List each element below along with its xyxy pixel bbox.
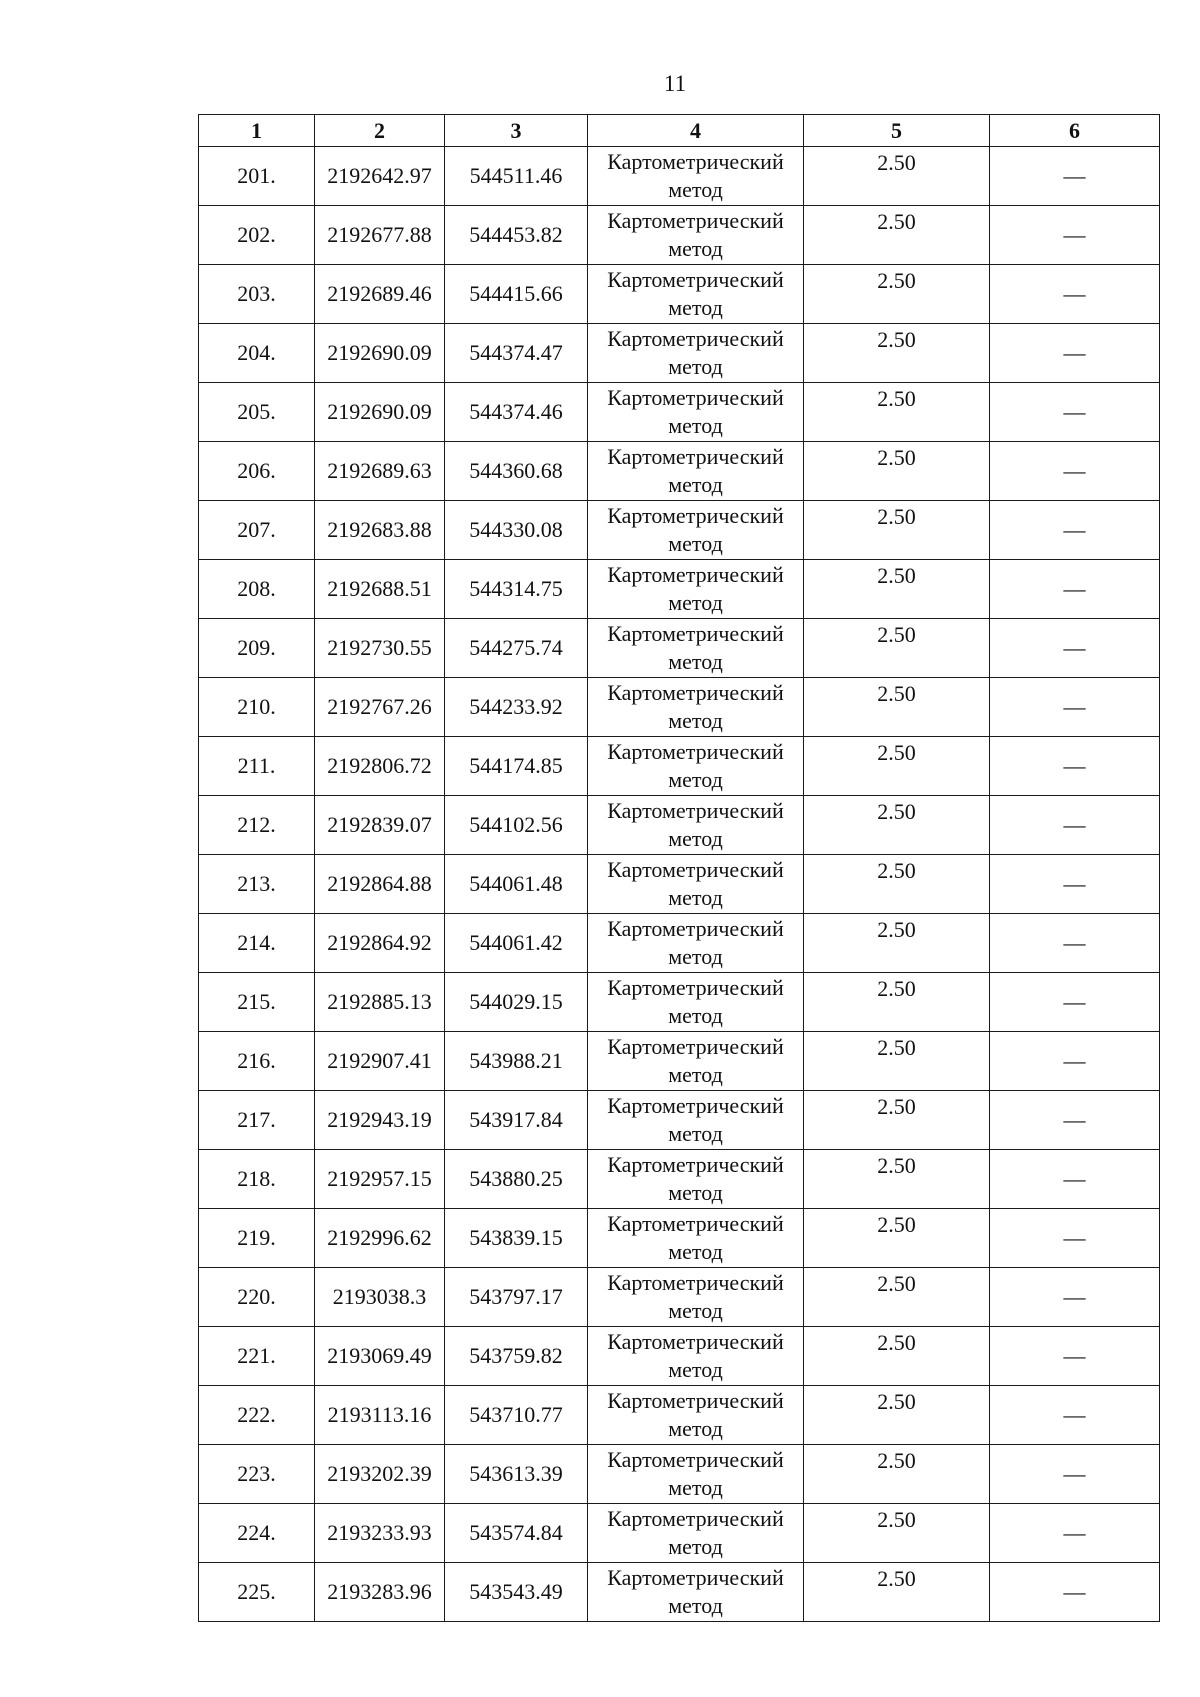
table-row bbox=[199, 383, 1160, 442]
x-coordinate-cell: 2192996.62 bbox=[315, 1209, 445, 1268]
table-row bbox=[199, 1445, 1160, 1504]
precision-cell: 2.50 bbox=[804, 855, 990, 914]
x-coordinate-cell: 2192690.09 bbox=[315, 383, 445, 442]
table-row bbox=[199, 914, 1160, 973]
x-coordinate-cell: 2192864.92 bbox=[315, 914, 445, 973]
precision-cell: 2.50 bbox=[804, 1327, 990, 1386]
method-line-1: Картометрический bbox=[607, 621, 784, 646]
y-coordinate-cell: 543543.49 bbox=[445, 1563, 588, 1622]
x-coordinate-cell: 2192730.55 bbox=[315, 619, 445, 678]
y-coordinate-cell: 544233.92 bbox=[445, 678, 588, 737]
method-line-2: метод bbox=[668, 885, 723, 910]
x-coordinate-cell: 2192689.63 bbox=[315, 442, 445, 501]
method-cell bbox=[588, 1386, 804, 1445]
x-coordinate-cell: 2193038.3 bbox=[315, 1268, 445, 1327]
table-row bbox=[199, 1150, 1160, 1209]
point-number-cell: 213. bbox=[199, 855, 315, 914]
header-col-1: 1 bbox=[199, 115, 315, 147]
method-line-1: Картометрический bbox=[607, 562, 784, 587]
method-line-2: метод bbox=[668, 295, 723, 320]
point-number-cell: 202. bbox=[199, 206, 315, 265]
note-cell: — bbox=[990, 1504, 1160, 1563]
method-cell bbox=[588, 796, 804, 855]
method-cell bbox=[588, 855, 804, 914]
table-row bbox=[199, 1268, 1160, 1327]
table-row bbox=[199, 973, 1160, 1032]
method-cell bbox=[588, 265, 804, 324]
method-cell bbox=[588, 914, 804, 973]
y-coordinate-cell: 544374.46 bbox=[445, 383, 588, 442]
table-row bbox=[199, 324, 1160, 383]
precision-cell: 2.50 bbox=[804, 501, 990, 560]
note-cell: — bbox=[990, 560, 1160, 619]
precision-cell: 2.50 bbox=[804, 1091, 990, 1150]
y-coordinate-cell: 543759.82 bbox=[445, 1327, 588, 1386]
point-number-cell: 223. bbox=[199, 1445, 315, 1504]
method-line-2: метод bbox=[668, 1121, 723, 1146]
method-line-1: Картометрический bbox=[607, 208, 784, 233]
table-row bbox=[199, 560, 1160, 619]
y-coordinate-cell: 543574.84 bbox=[445, 1504, 588, 1563]
x-coordinate-cell: 2192677.88 bbox=[315, 206, 445, 265]
table-body bbox=[199, 147, 1160, 1622]
table-row bbox=[199, 265, 1160, 324]
point-number-cell: 204. bbox=[199, 324, 315, 383]
point-number-cell: 206. bbox=[199, 442, 315, 501]
point-number-cell: 218. bbox=[199, 1150, 315, 1209]
method-line-1: Картометрический bbox=[607, 798, 784, 823]
y-coordinate-cell: 544029.15 bbox=[445, 973, 588, 1032]
method-cell bbox=[588, 1445, 804, 1504]
note-cell: — bbox=[990, 147, 1160, 206]
method-line-2: метод bbox=[668, 1180, 723, 1205]
method-line-2: метод bbox=[668, 1298, 723, 1323]
precision-cell: 2.50 bbox=[804, 206, 990, 265]
method-line-1: Картометрический bbox=[607, 267, 784, 292]
table-row bbox=[199, 796, 1160, 855]
method-cell bbox=[588, 619, 804, 678]
precision-cell: 2.50 bbox=[804, 619, 990, 678]
x-coordinate-cell: 2192767.26 bbox=[315, 678, 445, 737]
method-line-2: метод bbox=[668, 767, 723, 792]
x-coordinate-cell: 2192907.41 bbox=[315, 1032, 445, 1091]
method-cell bbox=[588, 442, 804, 501]
table-row bbox=[199, 501, 1160, 560]
point-number-cell: 222. bbox=[199, 1386, 315, 1445]
method-line-1: Картометрический bbox=[607, 1270, 784, 1295]
precision-cell: 2.50 bbox=[804, 560, 990, 619]
precision-cell: 2.50 bbox=[804, 1563, 990, 1622]
y-coordinate-cell: 544314.75 bbox=[445, 560, 588, 619]
method-line-1: Картометрический bbox=[607, 1093, 784, 1118]
x-coordinate-cell: 2192683.88 bbox=[315, 501, 445, 560]
header-col-2: 2 bbox=[315, 115, 445, 147]
table-row bbox=[199, 1091, 1160, 1150]
method-cell bbox=[588, 383, 804, 442]
method-line-1: Картометрический bbox=[607, 1388, 784, 1413]
method-line-2: метод bbox=[668, 649, 723, 674]
precision-cell: 2.50 bbox=[804, 914, 990, 973]
method-line-2: метод bbox=[668, 1239, 723, 1264]
precision-cell: 2.50 bbox=[804, 1150, 990, 1209]
method-line-1: Картометрический bbox=[607, 739, 784, 764]
method-line-2: метод bbox=[668, 826, 723, 851]
note-cell: — bbox=[990, 1268, 1160, 1327]
y-coordinate-cell: 544061.42 bbox=[445, 914, 588, 973]
method-line-2: метод bbox=[668, 531, 723, 556]
precision-cell: 2.50 bbox=[804, 442, 990, 501]
note-cell: — bbox=[990, 973, 1160, 1032]
method-cell bbox=[588, 1209, 804, 1268]
method-line-1: Картометрический bbox=[607, 975, 784, 1000]
y-coordinate-cell: 543613.39 bbox=[445, 1445, 588, 1504]
note-cell: — bbox=[990, 1209, 1160, 1268]
table-row bbox=[199, 206, 1160, 265]
note-cell: — bbox=[990, 796, 1160, 855]
point-number-cell: 220. bbox=[199, 1268, 315, 1327]
method-cell bbox=[588, 973, 804, 1032]
x-coordinate-cell: 2192957.15 bbox=[315, 1150, 445, 1209]
note-cell: — bbox=[990, 1445, 1160, 1504]
y-coordinate-cell: 544374.47 bbox=[445, 324, 588, 383]
x-coordinate-cell: 2193202.39 bbox=[315, 1445, 445, 1504]
table-row bbox=[199, 1563, 1160, 1622]
method-line-1: Картометрический bbox=[607, 503, 784, 528]
note-cell: — bbox=[990, 1091, 1160, 1150]
point-number-cell: 214. bbox=[199, 914, 315, 973]
precision-cell: 2.50 bbox=[804, 737, 990, 796]
y-coordinate-cell: 544360.68 bbox=[445, 442, 588, 501]
header-row bbox=[199, 115, 1160, 147]
note-cell: — bbox=[990, 737, 1160, 796]
method-line-1: Картометрический bbox=[607, 680, 784, 705]
method-cell bbox=[588, 737, 804, 796]
method-line-2: метод bbox=[668, 590, 723, 615]
note-cell: — bbox=[990, 1386, 1160, 1445]
point-number-cell: 215. bbox=[199, 973, 315, 1032]
method-line-2: метод bbox=[668, 413, 723, 438]
point-number-cell: 211. bbox=[199, 737, 315, 796]
x-coordinate-cell: 2193283.96 bbox=[315, 1563, 445, 1622]
point-number-cell: 201. bbox=[199, 147, 315, 206]
y-coordinate-cell: 543988.21 bbox=[445, 1032, 588, 1091]
table-row bbox=[199, 737, 1160, 796]
table-row bbox=[199, 1327, 1160, 1386]
method-cell bbox=[588, 678, 804, 737]
method-line-1: Картометрический bbox=[607, 916, 784, 941]
y-coordinate-cell: 543880.25 bbox=[445, 1150, 588, 1209]
precision-cell: 2.50 bbox=[804, 324, 990, 383]
note-cell: — bbox=[990, 1032, 1160, 1091]
header-col-4: 4 bbox=[588, 115, 804, 147]
table-row bbox=[199, 147, 1160, 206]
note-cell: — bbox=[990, 855, 1160, 914]
method-line-2: метод bbox=[668, 1416, 723, 1441]
precision-cell: 2.50 bbox=[804, 1504, 990, 1563]
table-header bbox=[199, 115, 1160, 147]
method-cell bbox=[588, 1563, 804, 1622]
method-line-1: Картометрический bbox=[607, 1211, 784, 1236]
precision-cell: 2.50 bbox=[804, 1386, 990, 1445]
point-number-cell: 208. bbox=[199, 560, 315, 619]
method-line-2: метод bbox=[668, 1593, 723, 1618]
method-line-1: Картометрический bbox=[607, 1565, 784, 1590]
x-coordinate-cell: 2192688.51 bbox=[315, 560, 445, 619]
y-coordinate-cell: 544511.46 bbox=[445, 147, 588, 206]
method-line-1: Картометрический bbox=[607, 444, 784, 469]
table-row bbox=[199, 619, 1160, 678]
precision-cell: 2.50 bbox=[804, 796, 990, 855]
method-line-2: метод bbox=[668, 354, 723, 379]
point-number-cell: 207. bbox=[199, 501, 315, 560]
point-number-cell: 203. bbox=[199, 265, 315, 324]
precision-cell: 2.50 bbox=[804, 1445, 990, 1504]
header-col-3: 3 bbox=[445, 115, 588, 147]
header-col-5: 5 bbox=[804, 115, 990, 147]
note-cell: — bbox=[990, 1150, 1160, 1209]
method-line-1: Картометрический bbox=[607, 1506, 784, 1531]
method-line-1: Картометрический bbox=[607, 1447, 784, 1472]
y-coordinate-cell: 543797.17 bbox=[445, 1268, 588, 1327]
x-coordinate-cell: 2192642.97 bbox=[315, 147, 445, 206]
method-line-1: Картометрический bbox=[607, 857, 784, 882]
point-number-cell: 225. bbox=[199, 1563, 315, 1622]
table-row bbox=[199, 1209, 1160, 1268]
method-line-1: Картометрический bbox=[607, 149, 784, 174]
method-line-2: метод bbox=[668, 236, 723, 261]
precision-cell: 2.50 bbox=[804, 1209, 990, 1268]
note-cell: — bbox=[990, 265, 1160, 324]
point-number-cell: 224. bbox=[199, 1504, 315, 1563]
method-cell bbox=[588, 1504, 804, 1563]
method-line-2: метод bbox=[668, 1534, 723, 1559]
y-coordinate-cell: 544102.56 bbox=[445, 796, 588, 855]
method-line-2: метод bbox=[668, 1003, 723, 1028]
precision-cell: 2.50 bbox=[804, 383, 990, 442]
point-number-cell: 205. bbox=[199, 383, 315, 442]
x-coordinate-cell: 2192885.13 bbox=[315, 973, 445, 1032]
method-cell bbox=[588, 560, 804, 619]
header-col-6: 6 bbox=[990, 115, 1160, 147]
table-row bbox=[199, 1504, 1160, 1563]
note-cell: — bbox=[990, 324, 1160, 383]
y-coordinate-cell: 543710.77 bbox=[445, 1386, 588, 1445]
x-coordinate-cell: 2193233.93 bbox=[315, 1504, 445, 1563]
method-line-1: Картометрический bbox=[607, 1329, 784, 1354]
note-cell: — bbox=[990, 1327, 1160, 1386]
method-line-1: Картометрический bbox=[607, 326, 784, 351]
note-cell: — bbox=[990, 914, 1160, 973]
table-row bbox=[199, 855, 1160, 914]
y-coordinate-cell: 544275.74 bbox=[445, 619, 588, 678]
x-coordinate-cell: 2192864.88 bbox=[315, 855, 445, 914]
point-number-cell: 210. bbox=[199, 678, 315, 737]
method-cell bbox=[588, 1150, 804, 1209]
method-line-2: метод bbox=[668, 1357, 723, 1382]
precision-cell: 2.50 bbox=[804, 1268, 990, 1327]
x-coordinate-cell: 2192806.72 bbox=[315, 737, 445, 796]
method-cell bbox=[588, 324, 804, 383]
x-coordinate-cell: 2193069.49 bbox=[315, 1327, 445, 1386]
precision-cell: 2.50 bbox=[804, 147, 990, 206]
method-line-2: метод bbox=[668, 708, 723, 733]
method-line-2: метод bbox=[668, 177, 723, 202]
method-line-2: метод bbox=[668, 1062, 723, 1087]
method-line-2: метод bbox=[668, 944, 723, 969]
note-cell: — bbox=[990, 1563, 1160, 1622]
table-row bbox=[199, 1386, 1160, 1445]
note-cell: — bbox=[990, 206, 1160, 265]
y-coordinate-cell: 544415.66 bbox=[445, 265, 588, 324]
precision-cell: 2.50 bbox=[804, 1032, 990, 1091]
x-coordinate-cell: 2192689.46 bbox=[315, 265, 445, 324]
y-coordinate-cell: 544330.08 bbox=[445, 501, 588, 560]
y-coordinate-cell: 544174.85 bbox=[445, 737, 588, 796]
point-number-cell: 219. bbox=[199, 1209, 315, 1268]
method-line-2: метод bbox=[668, 1475, 723, 1500]
method-line-1: Картометрический bbox=[607, 1152, 784, 1177]
note-cell: — bbox=[990, 501, 1160, 560]
method-line-1: Картометрический bbox=[607, 385, 784, 410]
y-coordinate-cell: 543839.15 bbox=[445, 1209, 588, 1268]
method-cell bbox=[588, 147, 804, 206]
x-coordinate-cell: 2192839.07 bbox=[315, 796, 445, 855]
precision-cell: 2.50 bbox=[804, 678, 990, 737]
method-cell bbox=[588, 501, 804, 560]
method-cell bbox=[588, 206, 804, 265]
method-cell bbox=[588, 1032, 804, 1091]
method-cell bbox=[588, 1091, 804, 1150]
precision-cell: 2.50 bbox=[804, 973, 990, 1032]
table-row bbox=[199, 678, 1160, 737]
note-cell: — bbox=[990, 383, 1160, 442]
point-number-cell: 212. bbox=[199, 796, 315, 855]
method-line-2: метод bbox=[668, 472, 723, 497]
x-coordinate-cell: 2193113.16 bbox=[315, 1386, 445, 1445]
table-row bbox=[199, 1032, 1160, 1091]
point-number-cell: 217. bbox=[199, 1091, 315, 1150]
method-cell bbox=[588, 1327, 804, 1386]
page-number: 11 bbox=[663, 71, 687, 96]
note-cell: — bbox=[990, 442, 1160, 501]
method-line-1: Картометрический bbox=[607, 1034, 784, 1059]
note-cell: — bbox=[990, 678, 1160, 737]
x-coordinate-cell: 2192690.09 bbox=[315, 324, 445, 383]
table-row bbox=[199, 442, 1160, 501]
precision-cell: 2.50 bbox=[804, 265, 990, 324]
point-number-cell: 221. bbox=[199, 1327, 315, 1386]
y-coordinate-cell: 544453.82 bbox=[445, 206, 588, 265]
y-coordinate-cell: 544061.48 bbox=[445, 855, 588, 914]
method-cell bbox=[588, 1268, 804, 1327]
note-cell: — bbox=[990, 619, 1160, 678]
y-coordinate-cell: 543917.84 bbox=[445, 1091, 588, 1150]
point-number-cell: 209. bbox=[199, 619, 315, 678]
coordinates-table bbox=[198, 114, 1160, 1622]
x-coordinate-cell: 2192943.19 bbox=[315, 1091, 445, 1150]
point-number-cell: 216. bbox=[199, 1032, 315, 1091]
